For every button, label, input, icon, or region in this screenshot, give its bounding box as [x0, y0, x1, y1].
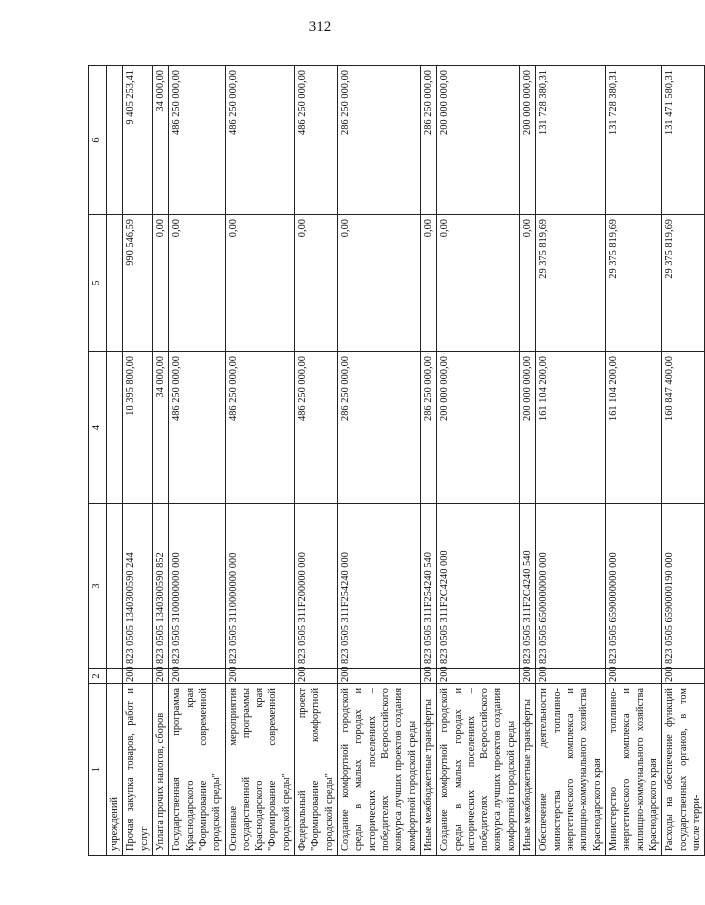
table-row — [520, 66, 536, 856]
cell-description: Министерство топливно-энергетического комплекса и жилищно-коммунального хозяйства Краснодарского края — [605, 684, 661, 856]
cell-remaining-amount: 9 405 253,41 — [123, 66, 153, 215]
cell-approved-amount: 200 000 000,00 — [437, 352, 520, 504]
cell-executed-amount: 29 375 819,69 — [536, 215, 606, 352]
cell-remaining-amount — [107, 66, 123, 215]
cell-remaining-amount: 486 250 000,00 — [295, 66, 338, 215]
cell-approved-amount: 200 000 000,00 — [520, 352, 536, 504]
table-row — [295, 66, 338, 856]
cell-code: 200 — [437, 669, 520, 684]
cell-approved-amount: 161 104 200,00 — [536, 352, 606, 504]
cell-executed-amount: 0,00 — [152, 215, 168, 352]
cell-approved-amount: 160 847 400,00 — [662, 352, 705, 504]
cell-executed-amount: 29 375 819,69 — [662, 215, 705, 352]
cell-remaining-amount: 131 471 580,31 — [662, 66, 705, 215]
cell-code: 200 — [338, 669, 421, 684]
cell-approved-amount: 161 104 200,00 — [605, 352, 661, 504]
header-col-4: 4 — [89, 352, 107, 504]
cell-approved-amount: 486 250 000,00 — [225, 352, 295, 504]
cell-code: 200 — [295, 669, 338, 684]
page-number: 312 — [308, 19, 332, 35]
cell-remaining-amount: 34 000,00 — [152, 66, 168, 215]
cell-classification: 823 0505 3110000000 000 — [225, 504, 295, 669]
cell-code: 200 — [662, 669, 705, 684]
cell-description: Основные мероприятия государственной программы Краснодарского края "Формирование современной городской среды" — [225, 684, 295, 856]
cell-executed-amount: 0,00 — [420, 215, 436, 352]
budget-table-body — [89, 66, 705, 856]
cell-remaining-amount: 131 728 380,31 — [536, 66, 606, 215]
cell-executed-amount: 0,00 — [169, 215, 225, 352]
header-col-3: 3 — [89, 504, 107, 669]
cell-approved-amount: 10 395 800,00 — [123, 352, 153, 504]
cell-code: 200 — [152, 669, 168, 684]
header-col-5: 5 — [89, 215, 107, 352]
cell-remaining-amount: 200 000 000,00 — [437, 66, 520, 215]
cell-description: Создание комфортной городской среды в малых городах и исторических поселениях – победителях Всероссийского конкурса лучших проектов создания комфортной городской среды — [338, 684, 421, 856]
table-row — [338, 66, 421, 856]
cell-code: 200 — [420, 669, 436, 684]
cell-classification: 823 0505 311F2C4240 540 — [520, 504, 536, 669]
cell-approved-amount — [107, 352, 123, 504]
cell-approved-amount: 486 250 000,00 — [295, 352, 338, 504]
cell-executed-amount: 29 375 819,69 — [605, 215, 661, 352]
cell-code: 200 — [225, 669, 295, 684]
cell-remaining-amount: 286 250 000,00 — [338, 66, 421, 215]
cell-description: Иные межбюджетные трансферты — [520, 684, 536, 856]
cell-executed-amount: 0,00 — [338, 215, 421, 352]
cell-executed-amount — [107, 215, 123, 352]
cell-code: 200 — [605, 669, 661, 684]
cell-description: Иные межбюджетные трансферты — [420, 684, 436, 856]
header-col-1: 1 — [89, 684, 107, 856]
cell-classification: 823 0505 3100000000 000 — [169, 504, 225, 669]
cell-classification: 823 0505 1340300590 244 — [123, 504, 153, 669]
table-row — [152, 66, 168, 856]
cell-remaining-amount: 486 250 000,00 — [225, 66, 295, 215]
cell-approved-amount: 34 000,00 — [152, 352, 168, 504]
cell-classification — [107, 504, 123, 669]
table-row — [169, 66, 225, 856]
cell-classification: 823 0505 6590000000 000 — [605, 504, 661, 669]
table-row — [437, 66, 520, 856]
cell-code: 200 — [520, 669, 536, 684]
cell-description: Расходы на обеспечение функций государственных органов, в том числе терри- — [662, 684, 705, 856]
table-row — [605, 66, 661, 856]
cell-description: Федеральный проект "Формирование комфортной городской среды" — [295, 684, 338, 856]
cell-description: Уплата прочих налогов, сборов — [152, 684, 168, 856]
cell-code: 200 — [536, 669, 606, 684]
cell-approved-amount: 286 250 000,00 — [338, 352, 421, 504]
cell-classification: 823 0505 1340300590 852 — [152, 504, 168, 669]
cell-classification: 823 0505 311F2C4240 000 — [437, 504, 520, 669]
table-row — [662, 66, 705, 856]
table-row — [107, 66, 123, 856]
cell-description: Обеспечение деятельности министерства топливно-энергетического комплекса и жилищно-коммунального хозяйства Краснодарского края — [536, 684, 606, 856]
cell-description: учреждений — [107, 684, 123, 856]
table-row — [536, 66, 606, 856]
cell-classification: 823 0505 311F254240 540 — [420, 504, 436, 669]
header-col-6: 6 — [89, 66, 107, 215]
cell-remaining-amount: 486 250 000,00 — [169, 66, 225, 215]
table-row — [225, 66, 295, 856]
budget-table — [88, 65, 705, 856]
cell-approved-amount: 286 250 000,00 — [420, 352, 436, 504]
cell-remaining-amount: 286 250 000,00 — [420, 66, 436, 215]
cell-code — [107, 669, 123, 684]
cell-description: Прочая закупка товаров, работ и услуг — [123, 684, 153, 856]
cell-executed-amount: 0,00 — [295, 215, 338, 352]
cell-executed-amount: 0,00 — [225, 215, 295, 352]
cell-code: 200 — [169, 669, 225, 684]
table-row — [123, 66, 153, 856]
rotated-table-container — [88, 66, 702, 856]
cell-classification: 823 0505 6590000190 000 — [662, 504, 705, 669]
cell-approved-amount: 486 250 000,00 — [169, 352, 225, 504]
cell-executed-amount: 0,00 — [437, 215, 520, 352]
cell-classification: 823 0505 6500000000 000 — [536, 504, 606, 669]
cell-remaining-amount: 131 728 380,31 — [605, 66, 661, 215]
table-header-row — [89, 66, 107, 856]
cell-executed-amount: 0,00 — [520, 215, 536, 352]
cell-description: Создание комфортной городской среды в малых городах и исторических поселениях – победителях Всероссийского конкурса лучших проектов создания комфортной городской среды — [437, 684, 520, 856]
cell-classification: 823 0505 311F254240 000 — [338, 504, 421, 669]
cell-executed-amount: 990 546,59 — [123, 215, 153, 352]
cell-remaining-amount: 200 000 000,00 — [520, 66, 536, 215]
cell-code: 200 — [123, 669, 153, 684]
cell-description: Государственная программа Краснодарского края "Формирование современной городской среды" — [169, 684, 225, 856]
header-col-2: 2 — [89, 669, 107, 684]
cell-classification: 823 0505 311F200000 000 — [295, 504, 338, 669]
table-row — [420, 66, 436, 856]
